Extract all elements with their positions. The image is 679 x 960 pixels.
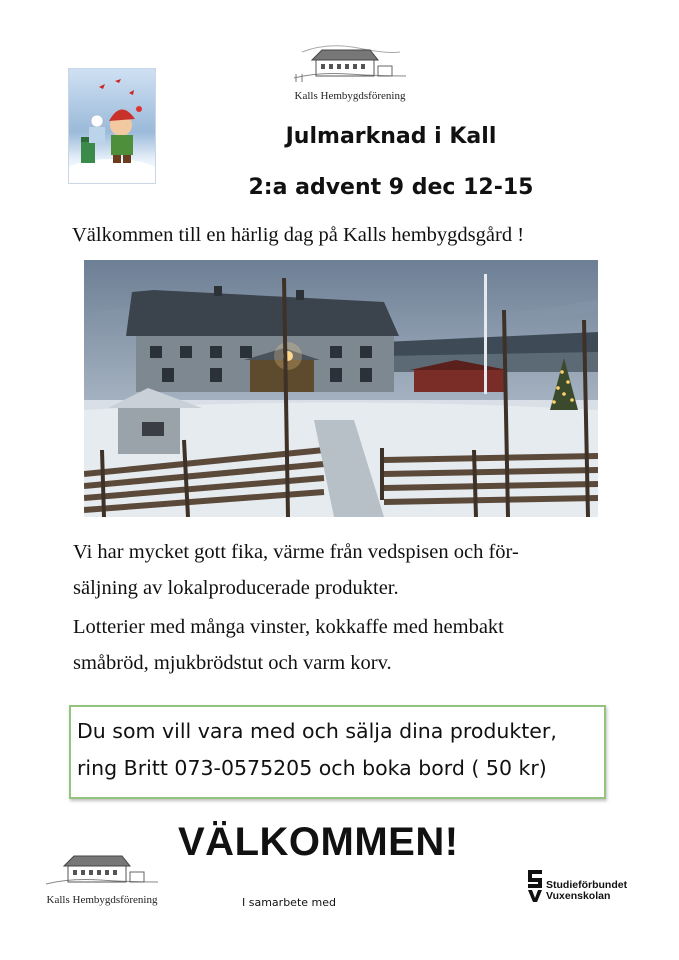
partner-logo (526, 866, 642, 906)
event-title: Julmarknad i Kall (285, 124, 497, 149)
event-date: 2:a advent 9 dec 12-15 (248, 175, 534, 200)
paragraph-fika-line1: Vi har mycket gott fika, värme från vedspisen och för- (73, 541, 519, 563)
paragraph-fika (73, 534, 633, 606)
seller-info-box (69, 705, 606, 799)
collaboration-text: I samarbete med (242, 896, 336, 909)
paragraph-lotteries-line1: Lotterier med många vinster, kokkaffe med hembakt (73, 616, 504, 638)
farmhouse-sketch-icon (40, 848, 164, 894)
sv-emblem-icon (526, 866, 546, 906)
header-logo-caption: Kalls Hembygdsförening (294, 90, 406, 102)
seller-info-line2: ring Britt 073-0575205 och boka bord ( 50 kr) (77, 756, 547, 780)
footer-logo-caption: Kalls Hembygdsförening (46, 894, 158, 906)
big-welcome-text: VÄLKOMMEN! (178, 820, 459, 864)
partner-name-line1: Studieförbundet (546, 879, 628, 891)
farmhouse-photo (84, 260, 598, 517)
welcome-line: Välkommen till en härlig dag på Kalls hembygdsgård ! (72, 224, 525, 246)
footer-logo (40, 848, 164, 912)
farmhouse-sketch-icon (288, 38, 412, 90)
header-logo (288, 38, 412, 106)
paragraph-lotteries (73, 609, 633, 681)
seller-info-line1: Du som vill vara med och sälja dina produkter, (77, 719, 557, 743)
paragraph-lotteries-line2: småbröd, mjukbrödstut och varm korv. (73, 652, 392, 674)
partner-name (546, 880, 627, 902)
partner-name-line2: Vuxenskolan (546, 890, 611, 902)
christmas-card-image (69, 69, 155, 183)
paragraph-fika-line2: säljning av lokalproducerade produkter. (73, 577, 399, 599)
